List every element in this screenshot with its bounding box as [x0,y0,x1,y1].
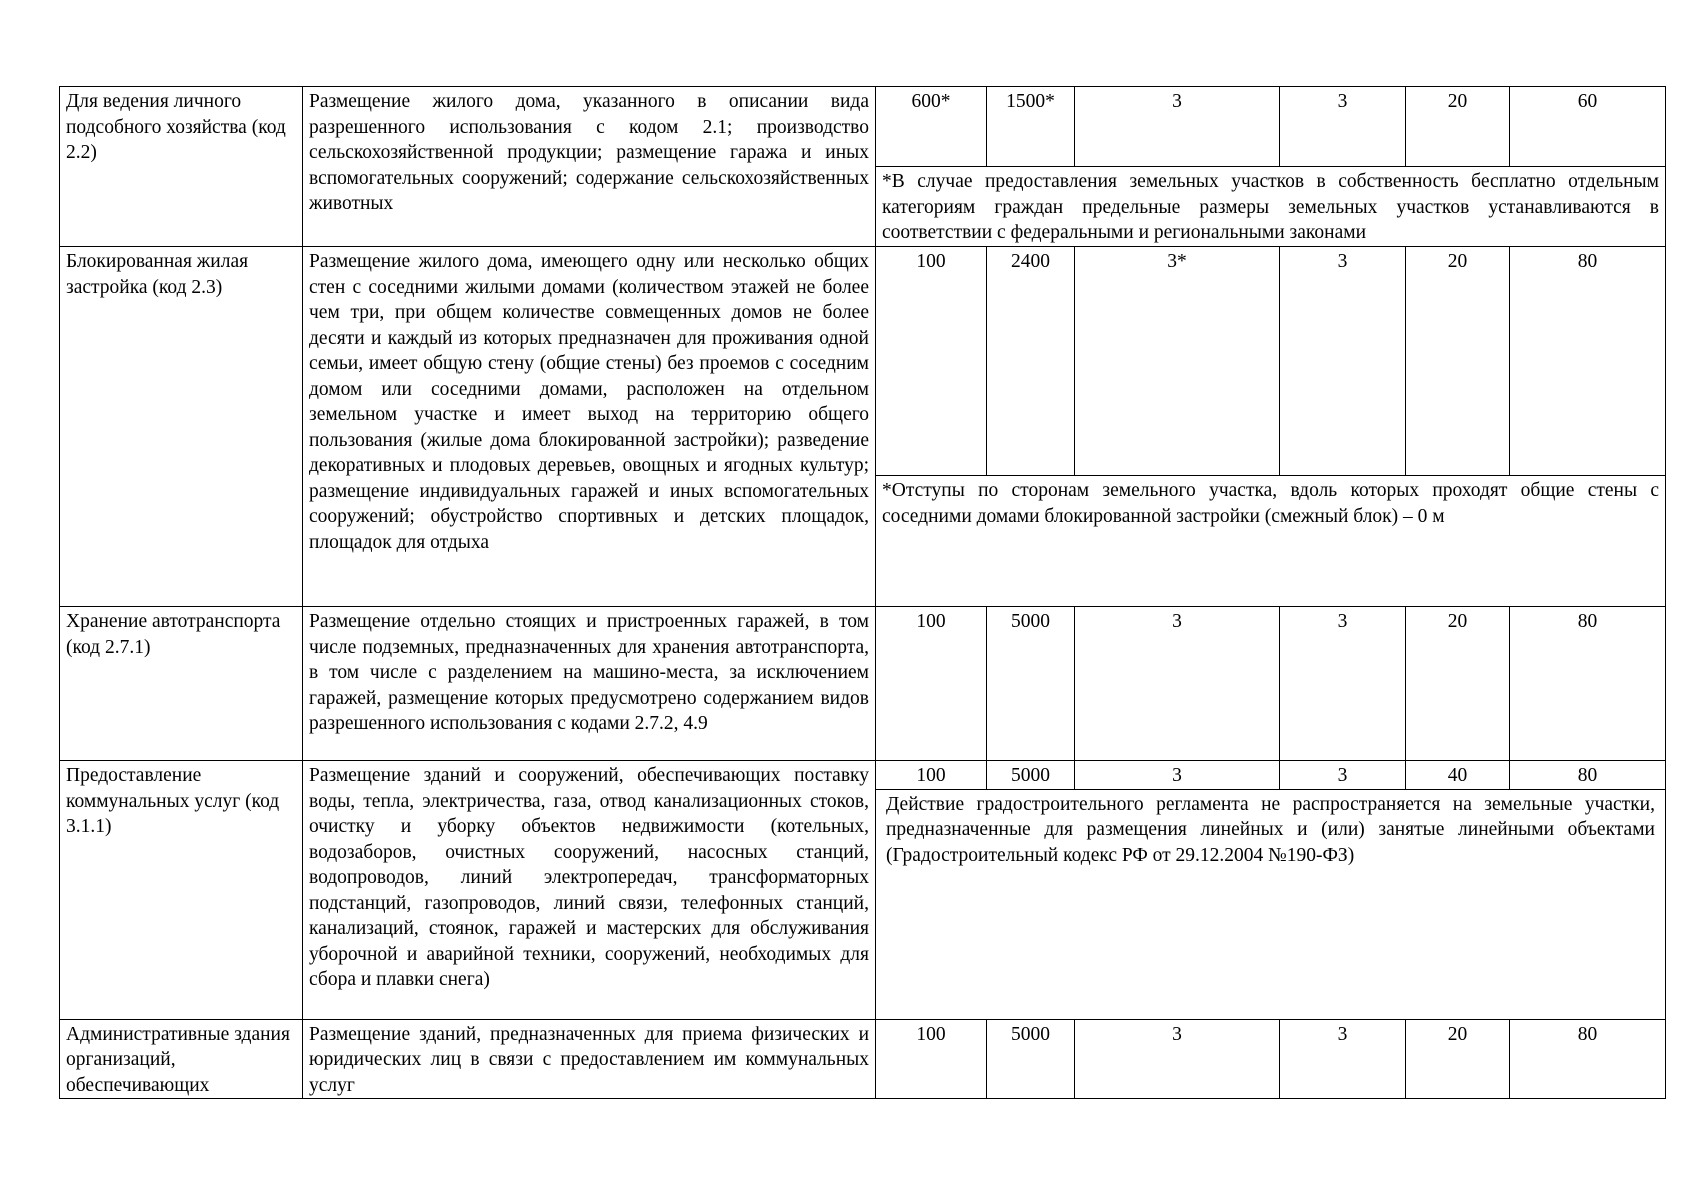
max-area-value: 5000 [987,1019,1075,1099]
setback-value: 3 [1075,761,1280,790]
max-area-value: 1500* [987,87,1075,167]
floors-value: 3 [1280,87,1406,167]
coverage-value: 80 [1510,607,1666,761]
min-area-value: 100 [876,247,987,476]
use-type-name: Предоставление коммунальных услуг (код 3.1.1) [60,761,303,1020]
table-row [60,87,1666,167]
footnote: *В случае предоставления земельных участков в собственность бесплатно отдельным категориям граждан предельные размеры земельных участков устанавливаются в соответствии с федеральными и региональными законами [876,167,1666,247]
use-type-name: Хранение автотранспорта (код 2.7.1) [60,607,303,761]
coverage-value: 80 [1510,761,1666,790]
use-type-name: Административные здания организаций, обеспечивающих [60,1019,303,1099]
height-value: 20 [1406,87,1510,167]
coverage-value: 60 [1510,87,1666,167]
min-area-value: 100 [876,1019,987,1099]
coverage-value: 80 [1510,247,1666,476]
setback-value: 3* [1075,247,1280,476]
table-row [60,761,1666,790]
min-area-value: 600* [876,87,987,167]
regulation-table [59,86,1666,1099]
max-area-value: 5000 [987,761,1075,790]
table-row [60,607,1666,761]
min-area-value: 100 [876,607,987,761]
height-value: 20 [1406,607,1510,761]
use-type-name: Блокированная жилая застройка (код 2.3) [60,247,303,607]
use-type-description: Размещение зданий, предназначенных для приема физических и юридических лиц в связи с предоставлением им коммунальных услуг [303,1019,876,1099]
setback-value: 3 [1075,1019,1280,1099]
max-area-value: 5000 [987,607,1075,761]
use-type-description: Размещение жилого дома, указанного в описании вида разрешенного использования с кодом 2.1; производство сельскохозяйственной продукции; размещение гаража и иных вспомогательных сооружений; содержание сельскохозяйственных животных [303,87,876,247]
height-value: 20 [1406,247,1510,476]
use-type-description: Размещение отдельно стоящих и пристроенных гаражей, в том числе подземных, предназначенных для хранения автотранспорта, в том числе с разделением на машино-места, за исключением гаражей, размещение которых предусмотрено содержанием видов разрешенного использования с кодами 2.7.2, 4.9 [303,607,876,761]
height-value: 20 [1406,1019,1510,1099]
use-type-description: Размещение зданий и сооружений, обеспечивающих поставку воды, тепла, электричества, газа, отвод канализационных стоков, очистку и уборку объектов недвижимости (котельных, водозаборов, очистных сооружений, насосных станций, водопроводов, линий электропередач, трансформаторных подстанций, газопроводов, линий связи, телефонных станций, канализаций, стоянок, гаражей и мастерских для обслуживания уборочной и аварийной техники, сооружений, необходимых для сбора и плавки снега) [303,761,876,1020]
setback-value: 3 [1075,87,1280,167]
floors-value: 3 [1280,1019,1406,1099]
floors-value: 3 [1280,761,1406,790]
height-value: 40 [1406,761,1510,790]
table-row [60,1019,1666,1099]
footnote: *Отступы по сторонам земельного участка, вдоль которых проходят общие стены с соседними домами блокированной застройки (смежный блок) – 0 м [876,476,1666,607]
use-type-description: Размещение жилого дома, имеющего одну или несколько общих стен с соседними жилыми домами (количеством этажей не более чем три, при общем количестве совмещенных домов не более десяти и каждый из которых предназначен для проживания одной семьи, имеет общую стену (общие стены) без проемов с соседним домом или соседними домами, расположен на отдельном земельном участке и имеет выход на территорию общего пользования (жилые дома блокированной застройки); разведение декоративных и плодовых деревьев, овощных и ягодных культур; размещение индивидуальных гаражей и иных вспомогательных сооружений; обустройство спортивных и детских площадок, площадок для отдыха [303,247,876,607]
floors-value: 3 [1280,607,1406,761]
coverage-value: 80 [1510,1019,1666,1099]
max-area-value: 2400 [987,247,1075,476]
setback-value: 3 [1075,607,1280,761]
floors-value: 3 [1280,247,1406,476]
table-row [60,247,1666,476]
min-area-value: 100 [876,761,987,790]
use-type-name: Для ведения личного подсобного хозяйства (код 2.2) [60,87,303,247]
regulation-exception-note: Действие градостроительного регламента не распространяется на земельные участки, предназначенные для размещения линейных и (или) занятые линейными объектами (Градостроительный кодекс РФ от 29.12.2004 №190-ФЗ) [876,789,1666,1019]
